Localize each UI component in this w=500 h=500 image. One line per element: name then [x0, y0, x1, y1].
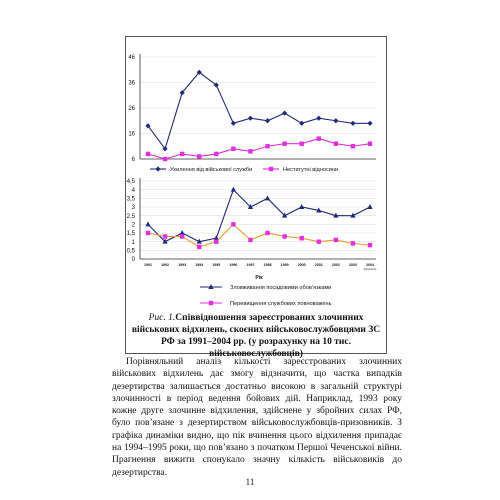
x-tick-label-1-9: 2000 [297, 263, 306, 267]
data-point-0-1-7 [265, 144, 269, 148]
data-point-0-0-9 [299, 121, 304, 126]
y-tick-label-1-5: 2,5 [126, 213, 135, 220]
x-tick-sublabel-1-13: (прогноз) [363, 267, 377, 271]
legend-label-1-0: Зловживання посадовими обов’язками [230, 285, 332, 291]
data-point-0-1-4 [214, 152, 218, 156]
data-point-1-0-2 [180, 230, 185, 235]
caption-text: Співвідношення зареєстрованих злочинних військових відхилень, скоєних військовослужбовцями ЗС РФ за 1991–2004 рр. (у розрахунку на 10 тис. військовослужбовців) [131, 313, 381, 359]
body-paragraph-text: Порівняльний аналіз кількості зареєстрованих злочинних військових відхилень дає змогу відзначити, що частка випадків дезертирства залишається достатньо високою в загальній структурі злочинності в період ведення бойових дій. Наприклад, 1993 року кожне друге злочинне відхилення, здійснене у збройних силах РФ, було пов’язане з дезертирством військовослужбовців-призовників. З графіка динаміки видно, що пік вчинення цього відхилення припадає на 1994–1995 роки, що пов’язано з початком Першої Чеченської війни. Прагнення вижити спонукало значну кількість військовиків до дезертирства. [112, 357, 402, 478]
data-point-0-1-6 [248, 149, 252, 153]
data-point-1-1-3 [197, 245, 201, 249]
data-point-0-0-8 [282, 111, 287, 116]
data-point-0-0-13 [367, 121, 372, 126]
data-point-0-1-0 [146, 152, 150, 156]
data-point-1-1-13 [368, 243, 372, 247]
y-tick-label-1-2: 1 [131, 239, 135, 246]
legend-label-0-1: Нестатутні відносини [283, 167, 339, 173]
y-tick-label-1-8: 4 [131, 187, 135, 194]
data-point-0-1-11 [334, 142, 338, 146]
data-point-1-0-7 [265, 195, 270, 200]
y-tick-label-0-4: 46 [128, 55, 135, 62]
data-point-1-1-0 [146, 231, 150, 235]
data-point-1-1-2 [180, 234, 184, 238]
x-tick-label-1-7: 1998 [263, 263, 272, 267]
legend-swatch-marker-0-0 [155, 166, 160, 171]
data-point-0-0-5 [231, 121, 236, 126]
body-paragraph [112, 356, 402, 479]
data-point-1-1-10 [317, 239, 321, 243]
data-point-0-0-6 [248, 116, 253, 121]
data-point-1-1-12 [351, 241, 355, 245]
data-point-0-1-13 [368, 142, 372, 146]
legend-swatch-marker-0-1 [269, 167, 273, 171]
legend-swatch-marker-1-1 [209, 301, 213, 305]
data-point-0-0-7 [265, 118, 270, 123]
data-point-1-0-9 [299, 204, 304, 209]
legend-label-0-0: Ухилення від військової служби [170, 167, 253, 173]
caption-lead: Рис. 1. [148, 313, 176, 323]
data-point-1-1-9 [299, 236, 303, 240]
y-tick-label-1-0: 0 [131, 257, 135, 264]
x-tick-label-1-8: 1999 [280, 263, 289, 267]
data-point-0-1-12 [351, 144, 355, 148]
x-tick-label-1-10: 2001 [314, 263, 323, 267]
x-tick-label-1-2: 1993 [178, 263, 187, 267]
data-point-1-1-1 [163, 234, 167, 238]
data-point-0-1-10 [317, 136, 321, 140]
y-tick-label-0-2: 26 [128, 106, 135, 113]
data-point-0-0-10 [316, 116, 321, 121]
data-point-1-0-5 [231, 187, 236, 192]
x-tick-label-1-6: 1997 [246, 263, 255, 267]
y-tick-label-0-3: 36 [128, 80, 135, 87]
data-point-0-0-11 [333, 118, 338, 123]
x-tick-label-1-11: 2002 [331, 263, 340, 267]
x-axis-title-1: Рік [255, 275, 263, 281]
data-point-1-1-4 [214, 239, 218, 243]
legend-label-1-1: Перевищення службових повноважень [230, 301, 332, 307]
data-point-1-1-11 [334, 238, 338, 242]
x-tick-label-1-4: 1995 [212, 263, 221, 267]
figure-caption [127, 312, 385, 360]
data-point-0-0-12 [350, 121, 355, 126]
data-point-0-1-2 [180, 152, 184, 156]
data-point-0-1-3 [197, 154, 201, 158]
y-tick-label-1-1: 0,5 [126, 248, 135, 255]
y-tick-label-0-1: 16 [128, 131, 135, 138]
y-tick-label-1-3: 1,5 [126, 231, 135, 238]
data-point-1-1-6 [248, 238, 252, 242]
y-tick-label-1-4: 2 [131, 222, 135, 229]
x-tick-label-1-13: 2004 [366, 263, 374, 267]
x-tick-label-1-3: 1994 [195, 263, 204, 267]
data-point-1-1-5 [231, 222, 235, 226]
x-tick-label-1-12: 2003 [348, 263, 357, 267]
y-tick-label-1-7: 3,5 [126, 196, 135, 203]
x-tick-label-1-1: 1992 [161, 263, 170, 267]
y-tick-label-1-9: 4,5 [126, 179, 135, 186]
data-point-0-1-9 [299, 142, 303, 146]
x-tick-label-1-5: 1996 [229, 263, 238, 267]
y-tick-label-0-0: 6 [131, 157, 135, 164]
data-point-1-1-8 [282, 234, 286, 238]
series-line-0-0 [148, 72, 370, 149]
page-number: 11 [245, 477, 255, 487]
data-point-1-0-0 [145, 221, 150, 226]
data-point-1-1-7 [265, 231, 269, 235]
data-point-0-1-8 [282, 142, 286, 146]
y-tick-label-1-6: 3 [131, 205, 135, 212]
data-point-0-1-1 [163, 157, 167, 161]
x-tick-label-1-0: 1991 [144, 263, 152, 267]
data-point-0-1-5 [231, 147, 235, 151]
data-point-1-0-13 [367, 204, 372, 209]
